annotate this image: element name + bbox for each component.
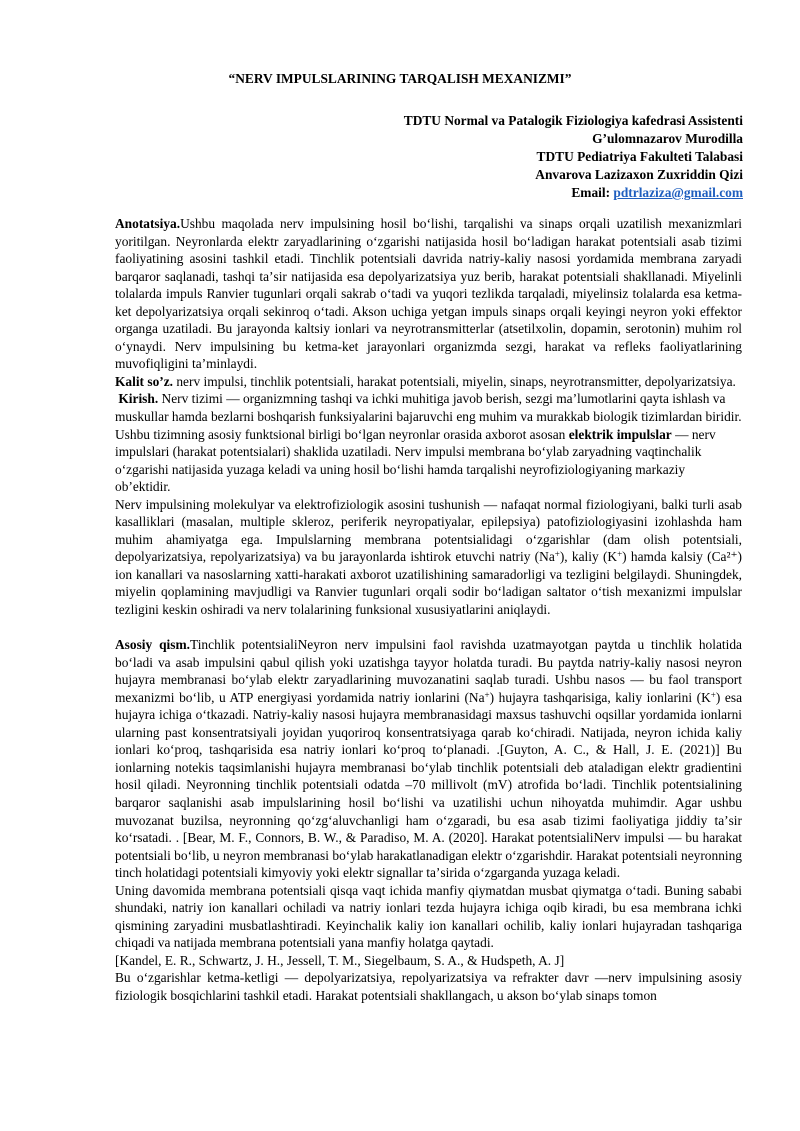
main-p1-sup-1: +: [484, 689, 490, 700]
author-name-2: Anvarova Lazizaxon Zuxriddin Qizi: [535, 167, 743, 182]
author-email-line: [404, 184, 743, 202]
intro-text-a: Nerv tizimi — organizmning tashqi va ichki muhitiga javob berish, sezgi maʼlumotlarini qayta ishlash va muskullar hamda bezlarni boshqarish funksiyalarini bajaruvchi eng muhim va murakkab biologik tizimlardan biridir. Ushbu tizimning asosiy funktsional birligi boʻlgan neyronlar orasida axborot asosan: [115, 391, 742, 442]
main-paragraph-2: Uning davomida membrana potentsiali qisqa vaqt ichida manfiy qiymatdan musbat qiymatga oʻtadi. Buning sababi shundaki, natriy ion kanallari ochiladi va natriy ionlari tezda hujayra ichiga oqib kiradi, bu esa membrana ichki qismining zaryadini musbatlashtiradi. Keyinchalik kaliy ion kanallari ochilib, kaliy ionlari hujayradan tashqariga chiqadi va natijada membrana potentsiali yana manfiy holatga qaytadi.: [115, 882, 742, 951]
keywords-paragraph: [115, 373, 742, 391]
intro-text-b: — nerv impulslari (harakat potentsialari) shaklida uzatiladi. Nerv impulsi membrana boʻylab zaryadning vaqtinchalik oʻzgarishi natijasida yuzaga keladi va uning hosil boʻlishi hamda tarqalishi neyrofiziologiyaning markaziy obʼektidir.: [115, 426, 716, 495]
author-name-1: G’ulomnazarov Murodilla: [592, 131, 743, 146]
abstract-label: Anotatsiya.: [115, 216, 181, 231]
intro-paragraph-2: [115, 496, 742, 619]
intro-p2-sup-2: +: [617, 549, 623, 560]
main-p1-text-b: ) hujayra tashqarisiga, kaliy ionlarini (K: [489, 689, 711, 705]
intro-p2-text-c: ) hamda kalsiy (Ca²⁺) ion kanallari va nasoslarning xatti-harakati axborot uzatilishining samaradorligi va tezligini belgilaydi. Shuningdek, miyelin qoplamining mavjudligi va Ranvier tugunlari orqali sodir boʻladigan saltator oʻtish mexanizmi impulslar tezligini keskin oshiradi va nerv tolalarining funksional xususiyatlarini aniqlaydi.: [115, 549, 742, 618]
main-reference: [Kandel, E. R., Schwartz, J. H., Jessell, T. M., Siegelbaum, S. A., & Hudspeth, A. J]: [115, 952, 565, 968]
main-p1-sup-2: +: [710, 689, 716, 700]
intro-bold-term: elektrik impulslar: [568, 426, 672, 442]
main-label: Asosiy qism.: [115, 637, 190, 653]
intro-p2-text-a: Nerv impulsining molekulyar va elektrofiziologik asosini tushunish — nafaqat normal fiziologiyani, balki turli asab kasalliklari (masalan, multiple skleroz, periferik neyropatiyalar, epilepsiya) patofiziologiyasini izohlashda ham muhim ahamiyatga ega. Impulslarning membrana potentsialidagi oʻzgarishlar (dam olish potentsiali, depolyarizatsiya, repolyarizatsiya) va bu jarayonlarda ishtirok etuvchi natriy (Na: [115, 496, 742, 565]
keywords-text: nerv impulsi, tinchlik potentsiali, harakat potentsiali, miyelin, sinaps, neyrotransmitter, depolyarizatsiya.: [173, 373, 736, 389]
author-block: [404, 112, 743, 202]
intro-p2-sup-1: +: [554, 549, 560, 560]
article-body: [115, 215, 742, 1005]
author-affiliation-2: TDTU Pediatriya Fakulteti Talabasi: [536, 149, 743, 164]
intro-paragraph-1: [115, 390, 742, 495]
abstract-paragraph: [115, 215, 742, 373]
paper-title: “NERV IMPULSLARINING TARQALISH MEXANIZMI”: [228, 71, 572, 86]
main-p1-text-c: ) esa hujayra ichiga oʻtkazadi. Natriy-kaliy nasosi hujayra membranasidagi maxsus tashuvchi oqsillar yordamida ionlarni ularning past konsentratsiyali joyidan yuqoriroq konsentratsiyaga qarab koʻchiradi. Natijada, neyron ichida kaliy ionlari koʻproq, tashqarisida esa natriy ionlari koʻproq toʻplanadi. .[Guyton, A. C., & Hall, J. E. (2021)] Bu ionlarning notekis taqsimlanishi hujayra membranasi boʻylab tinchlik potentsiali deb ataladigan elektr gradientini hosil qiladi. Neyronning tinchlik potentsiali odatda –70 millivolt (mV) atrofida boʻladi. Tinchlik potentsialining barqaror saqlanishi asab impulslarining hosil boʻlishi va uzatilishi uchun nihoyatda muhimdir. Agar ushbu muvozanat buzilsa, neyronning qoʻzgʻaluvchanligi ham oʻzgaradi, bu esa asab tizimi faoliyatiga jiddiy taʼsir koʻrsatadi. . [Bear, M. F., Connors, B. W., & Paradiso, M. A. (2020]. Harakat potentsialiNerv impulsi — bu harakat potentsiali boʻlib, u neyron membranasi boʻylab harakatlanadigan elektr oʻzgarishdir. Harakat potentsiali neyronning tinch holatidagi potentsiali kimyoviy yoki elektr signallar taʼsirida oʻzgarganda yuzaga keladi.: [115, 689, 743, 881]
main-p1-text-a: Tinchlik potentsialiNeyron nerv impulsini faol ravishda uzatmayotgan paytda u tinchlik holatida boʻladi va asab impulsini qabul qilish yoki uzatishga tayyor holatda turadi. Bu paytda natriy-kaliy nasosi neyron hujayra membranasi boʻylab elektr zaryadlarining muvozanatini saqlab turadi. Ushbu nasos — bu faol transport mexanizmi boʻlib, u ATP energiyasi yordamida natriy ionlarini (Na: [115, 637, 742, 705]
intro-label: Kirish.: [118, 391, 159, 407]
email-label: Email:: [571, 185, 614, 200]
author-affiliation-1: TDTU Normal va Patalogik Fiziologiya kafedrasi Assistenti: [403, 113, 743, 128]
keywords-label: Kalit so’z.: [115, 373, 174, 389]
main-paragraph-3: Bu oʻzgarishlar ketma-ketligi — depolyarizatsiya, repolyarizatsiya va refrakter davr —nerv impulsining asosiy fiziologik bosqichlarini tashkil etadi. Harakat potentsiali shakllangach, u akson boʻylab sinaps tomon: [115, 970, 742, 1004]
abstract-text: Ushbu maqolada nerv impulsining hosil boʻlishi, tarqalishi va sinaps orqali uzatilish mexanizmlari yoritilgan. Neyronlarda elektr zaryadlarining oʻzgarishi natijasida hosil boʻladigan harakat potentsiali asab tizimi faoliyatining asosini tashkil etadi. Tinchlik potentsiali davrida natriy-kaliy nasosi yordamida membrana zaryadi barqaror saqlanadi, tashqi taʼsir natijasida esa depolyarizatsiya yuz berib, harakat potentsiali shakllanadi. Miyelinli tolalarda impuls Ranvier tugunlari orqali sakrab oʻtadi va yuqori tezlikda tarqaladi, miyelinsiz tolalarda esa ketma-ket depolyarizatsiya orqali sekinroq oʻtadi. Akson uchiga yetgan impuls sinaps orqali keyingi neyron yoki effektor organga uzatiladi. Bu jarayonda kaltsiy ionlari va neyrotransmitterlar (atsetilxolin, dopamin, serotonin) muhim rol oʻynaydi. Nerv impulsining bu ketma-ket jarayonlari organizmda sezgi, harakat va refleks faoliyatlarining muvofiqligini taʼminlaydi.: [115, 216, 742, 372]
main-paragraph-1: [115, 636, 742, 882]
intro-p2-text-b: ), kaliy (K: [559, 549, 618, 565]
email-link[interactable]: pdtrlaziza@gmail.com: [613, 185, 743, 200]
